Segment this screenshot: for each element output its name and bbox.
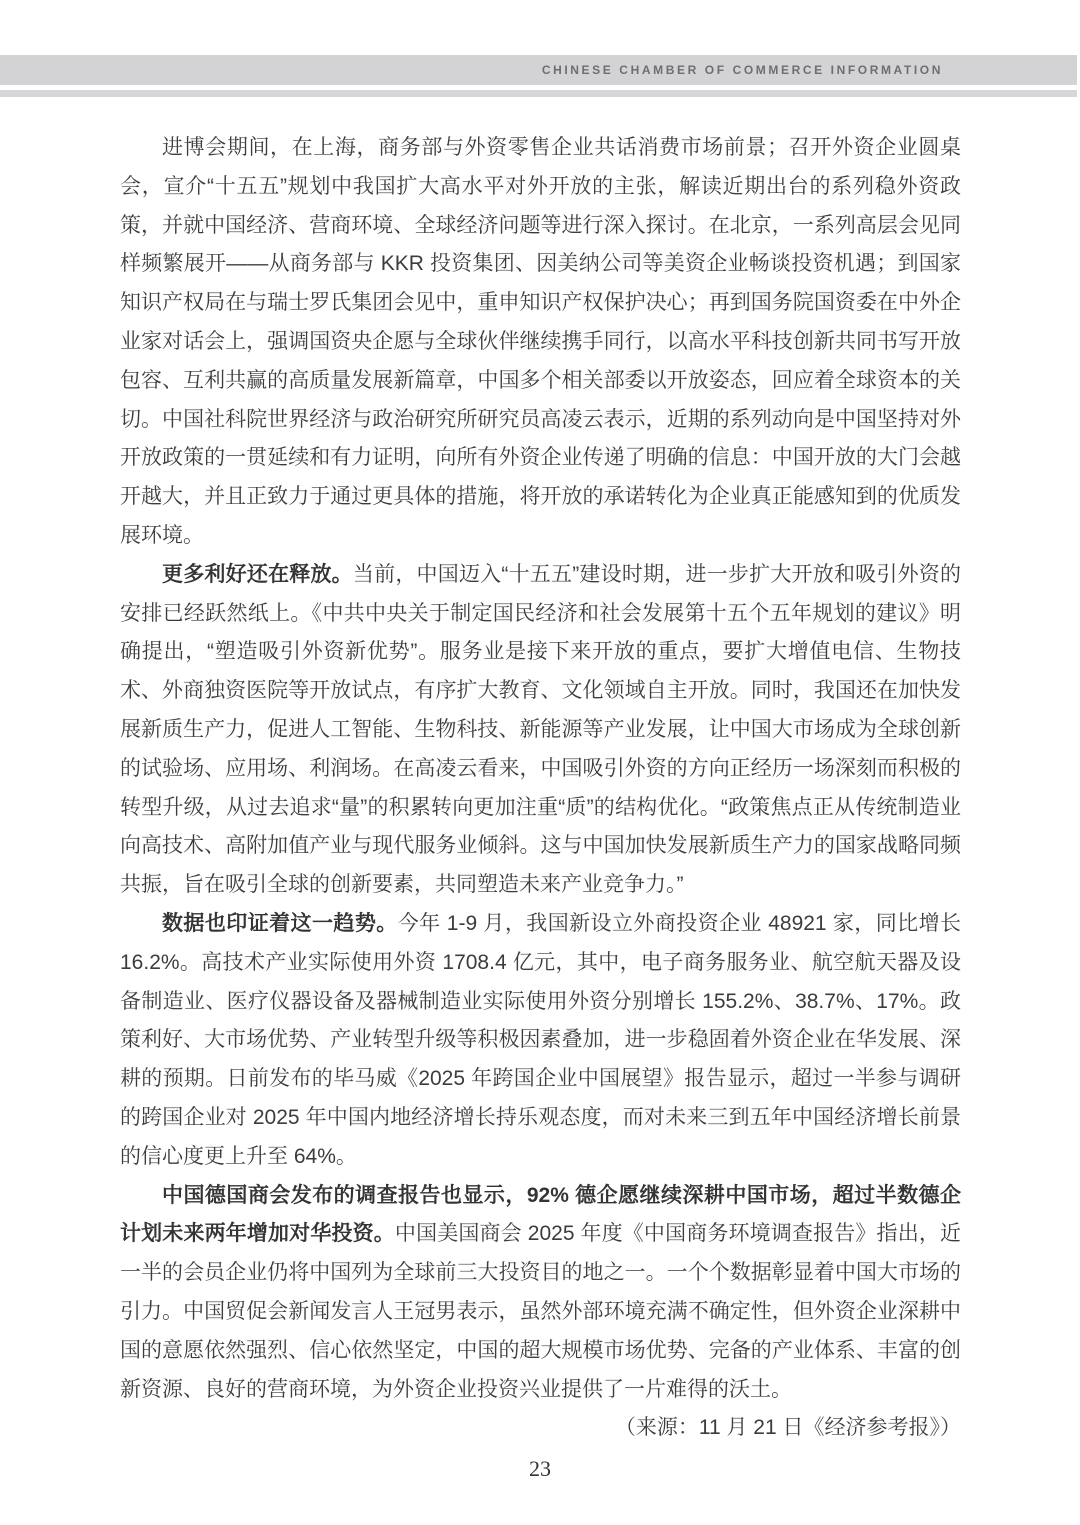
article-paragraph: 更多利好还在释放。当前，中国迈入“十五五”建设时期，进一步扩大开放和吸引外资的安排已经跃然纸上。《中共中央关于制定国民经济和社会发展第十五个五年规划的建议》明确提出，“塑造吸引外资新优势”。服务业是接下来开放的重点，要扩大增值电信、生物技术、外商独资医院等开放试点，有序扩大教育、文化领域自主开放。同时，我国还在加快发展新质生产力，促进人工智能、生物科技、新能源等产业发展，让中国大市场成为全球创新的试验场、应用场、利润场。在高凌云看来，中国吸引外资的方向正经历一场深刻而积极的转型升级，从过去追求“量”的积累转向更加注重“质”的结构优化。“政策焦点正从传统制造业向高技术、高附加值产业与现代服务业倾斜。这与中国加快发展新质生产力的国家战略同频共振，旨在吸引全球的创新要素，共同塑造未来产业竞争力。” — [120, 562, 962, 897]
article-body — [120, 129, 961, 1448]
article-paragraph: 进博会期间，在上海，商务部与外资零售企业共话消费市场前景；召开外资企业圆桌会，宣介“十五五”规划中我国扩大高水平对外开放的主张，解读近期出台的系列稳外资政策，并就中国经济、营商环境、全球经济问题等进行深入探讨。在北京，一系列高层会见同样频繁展开——从商务部与 KKR 投资集团、因美纳公司等美资企业畅谈投资机遇；到国家知识产权局在与瑞士罗氏集团会见中，重申知识产权保护决心；再到国务院国资委在中外企业家对话会上，强调国资央企愿与全球伙伴继续携手同行，以高水平科技创新共同书写开放包容、互利共赢的高质量发展新篇章，中国多个相关部委以开放姿态，回应着全球资本的关切。中国社科院世界经济与政治研究所研究员高凌云表示，近期的系列动向是中国坚持对外开放政策的一贯延续和有力证明，向所有外资企业传递了明确的信息：中国开放的大门会越开越大，并且正致力于通过更具体的措施，将开放的承诺转化为企业真正能感知到的优质发展环境。 — [120, 136, 961, 547]
source-line: （来源：11 月 21 日《经济参考报》） — [614, 1416, 961, 1440]
header-banner — [0, 55, 1077, 85]
paragraph-lead: 更多利好还在释放。 — [162, 562, 353, 586]
article-paragraph: 数据也印证着这一趋势。今年 1-9 月，我国新设立外商投资企业 48921 家，同比增长 16.2%。高技术产业实际使用外资 1708.4 亿元，其中，电子商务服务业、航空航天器及设备制造业、医疗仪器设备及器械制造业实际使用外资分别增长 155.2%、38.7%、17%。政策利好、大市场优势、产业转型升级等积极因素叠加，进一步稳固着外资企业在华发展、深耕的预期。日前发布的毕马威《2025 年跨国企业中国展望》报告显示，超过一半参与调研的跨国企业对 2025 年中国内地经济增长持乐观态度，而对未来三到五年中国经济增长前景的信心度更上升至 64%。 — [120, 911, 961, 1168]
paragraph-lead: 中国德国商会发布的调查报告也显示，92% 德企愿继续深耕中国市场，超过半数德企计划未来两年增加对华投资。 — [120, 1183, 961, 1246]
header-accent-bar — [0, 90, 1077, 97]
article-paragraph: 中国德国商会发布的调查报告也显示，92% 德企愿继续深耕中国市场，超过半数德企计划未来两年增加对华投资。中国美国商会 2025 年度《中国商务环境调查报告》指出，近一半的会员企业仍将中国列为全球前三大投资目的地之一。一个个数据彰显着中国大市场的引力。中国贸促会新闻发言人王冠男表示，虽然外部环境充满不确定性，但外资企业深耕中国的意愿依然强烈、信心依然坚定，中国的超大规模市场优势、完备的产业体系、丰富的创新资源、良好的营商环境，为外资企业投资兴业提供了一片难得的沃土。 — [120, 1183, 961, 1401]
paragraph-lead: 数据也印证着这一趋势。 — [162, 911, 398, 935]
page-number: 23 — [529, 1456, 551, 1481]
banner-text: CHINESE CHAMBER OF COMMERCE INFORMATION — [541, 63, 943, 77]
